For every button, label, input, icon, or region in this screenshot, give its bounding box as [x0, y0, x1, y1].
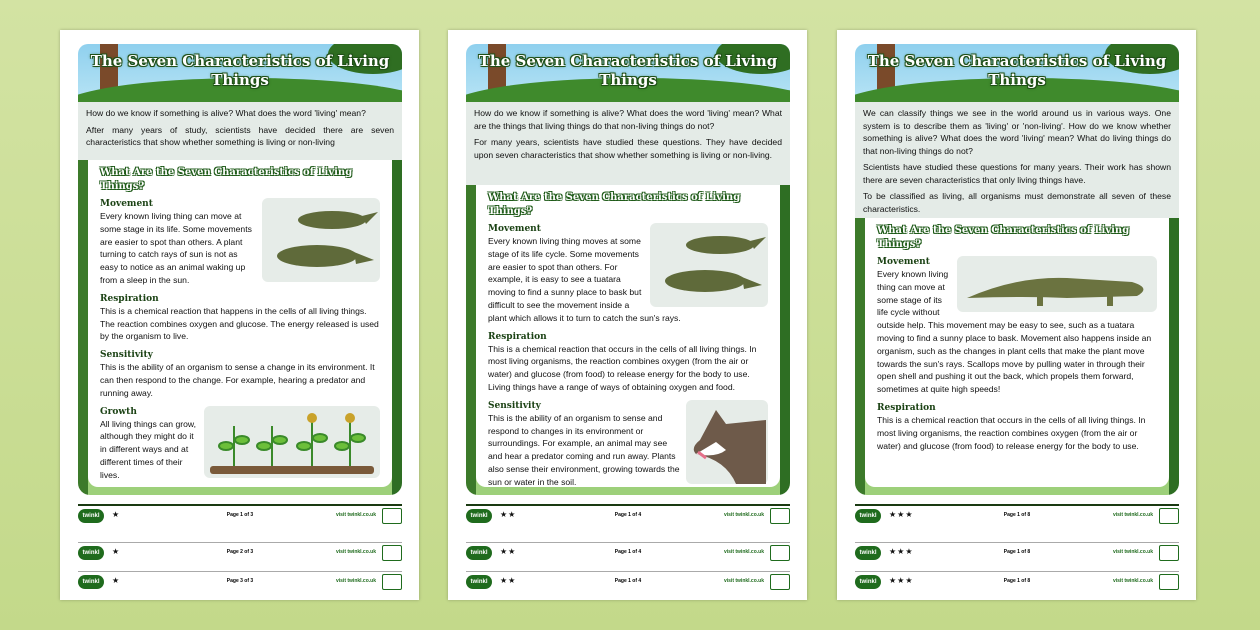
- checked-badge-icon: [1159, 574, 1179, 590]
- page-title: The Seven Characteristics of Living Things: [867, 52, 1167, 89]
- intro-box: [855, 102, 1179, 218]
- page-number: Page 1 of 8: [1003, 549, 1031, 555]
- characteristic-text: All living things can grow, although they might do it in different ways and at different times of their lives.: [100, 418, 197, 480]
- page-footer: [855, 504, 1179, 526]
- content-frame: [855, 218, 1179, 495]
- intro-box: [466, 102, 790, 185]
- difficulty-stars: ★★: [500, 576, 517, 585]
- twinkl-logo: twinkl: [466, 546, 492, 560]
- website-link[interactable]: visit twinkl.co.uk: [335, 512, 376, 518]
- characteristic-text: Every known living thing moves at some stage of its life cycle. Some movements are easier to spot than others. For example, it is easy to see a tuatara moving to find a sunny place to bask but difficult to see the movement inside a plant which allows it to turn to catch the sun's rays.: [488, 236, 681, 323]
- section-heading: What Are the Seven Characteristics of Living Things?: [488, 192, 741, 217]
- characteristic-title: Movement: [488, 224, 541, 234]
- checked-badge-icon: [770, 508, 790, 524]
- page-title: The Seven Characteristics of Living Things: [478, 52, 778, 89]
- characteristic-title: Movement: [877, 257, 930, 267]
- characteristic-text: This is a chemical reaction that occurs in the cells of all living things. In most living organisms, the reaction combines oxygen (from the air or water) and glucose (from food) to release energy for the body to use.: [877, 414, 1146, 451]
- characteristic-title: Sensitivity: [488, 400, 541, 411]
- page-footer: [78, 504, 402, 526]
- page-footer: [855, 571, 1179, 593]
- page-footer: [78, 571, 402, 593]
- characteristic-section: [100, 406, 380, 482]
- difficulty-stars: ★: [112, 510, 121, 519]
- worksheet-page[interactable]: [60, 30, 419, 600]
- website-link[interactable]: visit twinkl.co.uk: [1112, 512, 1153, 518]
- checked-badge-icon: [382, 508, 402, 524]
- characteristic-text: This is the ability of an organism to sense a change in its environment. It can then respond to the change. For example, hearing a predator and running away.: [100, 362, 375, 398]
- difficulty-stars: ★★★: [889, 510, 914, 519]
- intro-box: [78, 102, 402, 160]
- twinkl-logo: twinkl: [78, 575, 104, 589]
- content-card: [865, 218, 1169, 487]
- intro-paragraph: How do we know if something is alive? What does the word 'living' mean?: [86, 108, 366, 118]
- page-footer: [466, 504, 790, 526]
- characteristic-text: This is a chemical reaction that happens in the cells of all living things. The reaction combines oxygen and glucose. The energy released is used by the organism to live.: [100, 305, 379, 342]
- header-banner: [855, 44, 1179, 102]
- characteristic-title: Respiration: [100, 293, 159, 304]
- checked-badge-icon: [382, 574, 402, 590]
- page-number: Page 2 of 3: [226, 549, 254, 555]
- checked-badge-icon: [770, 574, 790, 590]
- checked-badge-icon: [1159, 508, 1179, 524]
- twinkl-logo: twinkl: [855, 546, 881, 560]
- checked-badge-icon: [770, 545, 790, 561]
- worksheet-page[interactable]: [837, 30, 1196, 600]
- page-number: Page 1 of 4: [614, 578, 642, 584]
- website-link[interactable]: visit twinkl.co.uk: [335, 549, 376, 555]
- characteristic-section: [877, 402, 1157, 452]
- characteristic-title: Respiration: [488, 331, 547, 342]
- content-card: [476, 185, 780, 487]
- characteristic-text: This is the ability of an organism to sense and respond to changes in its environment or surroundings. For example, an animal may see and hear a predator coming and run away. Plants also sense their environment, growing towards the sun or water in the soil.: [488, 412, 680, 487]
- difficulty-stars: ★★: [500, 547, 517, 556]
- difficulty-stars: ★★: [500, 510, 517, 519]
- characteristic-text: This is a chemical reaction that occurs in the cells of all living things. In most living organisms, the reaction combines oxygen (from the air or water) and glucose (from food) to release energy for the body to use. Living things have a range of ways of obtaining oxygen and food.: [488, 343, 757, 392]
- intro-paragraph: To be classified as living, all organisms must demonstrate all seven of these characteristics.: [863, 191, 1171, 214]
- website-link[interactable]: visit twinkl.co.uk: [723, 549, 764, 555]
- checked-badge-icon: [1159, 545, 1179, 561]
- page-number: Page 1 of 3: [226, 512, 254, 518]
- characteristic-title: Respiration: [877, 402, 936, 413]
- twinkl-logo: twinkl: [466, 575, 492, 589]
- tuatara-pair-image: [262, 198, 380, 282]
- intro-paragraph: Scientists have studied these questions for many years. Their work has shown there are seven characteristics that only living things have.: [863, 162, 1171, 185]
- dog-image: [686, 400, 768, 484]
- website-link[interactable]: visit twinkl.co.uk: [723, 512, 764, 518]
- intro-paragraph: We can classify things we see in the world around us in various ways. One system is to describe them as 'living' or 'non-living'. How do we know whether something is alive? What does the word 'living' mean? What do living things do that non-living things do not?: [863, 108, 1171, 156]
- characteristic-title: Movement: [100, 199, 153, 209]
- difficulty-stars: ★★★: [889, 547, 914, 556]
- page-footer: [466, 542, 790, 564]
- characteristic-text: Every known living thing can move at some stage in its life. Some movements are easier to spot than others. A plant turning to catch rays of sun is not as easy to notice as an animal waking up from a sleep in the sun.: [100, 211, 252, 285]
- twinkl-logo: twinkl: [855, 575, 881, 589]
- page-number: Page 3 of 3: [226, 578, 254, 584]
- intro-paragraph: How do we know if something is alive? What does the word 'living' mean? What are the things that living things do that non-living things do not?: [474, 108, 782, 131]
- content-frame: [466, 185, 790, 495]
- header-banner: [78, 44, 402, 102]
- section-heading: What Are the Seven Characteristics of Living Things?: [100, 167, 353, 192]
- website-link[interactable]: visit twinkl.co.uk: [1112, 549, 1153, 555]
- page-title: The Seven Characteristics of Living Things: [90, 52, 390, 89]
- section-heading: What Are the Seven Characteristics of Living Things?: [877, 225, 1130, 250]
- website-link[interactable]: visit twinkl.co.uk: [723, 578, 764, 584]
- page-number: Page 1 of 8: [1003, 578, 1031, 584]
- twinkl-logo: twinkl: [466, 509, 492, 523]
- page-number: Page 1 of 8: [1003, 512, 1031, 518]
- characteristic-section: [488, 400, 768, 489]
- page-number: Page 1 of 4: [614, 549, 642, 555]
- content-frame: [78, 160, 402, 495]
- characteristic-section: [100, 349, 380, 399]
- checked-badge-icon: [382, 545, 402, 561]
- intro-paragraph: For many years, scientists have studied these questions. They have decided upon seven characteristics that show whether something is living or non-living.: [474, 137, 782, 160]
- difficulty-stars: ★: [112, 576, 121, 585]
- intro-paragraph: After many years of study, scientists have decided there are seven characteristics that show whether something is living or non-living: [86, 124, 394, 147]
- page-footer: [855, 542, 1179, 564]
- tuatara-pair-image: [650, 223, 768, 307]
- characteristic-section: [100, 293, 380, 343]
- header-banner: [466, 44, 790, 102]
- difficulty-stars: ★: [112, 547, 121, 556]
- characteristic-section: [100, 198, 380, 287]
- website-link[interactable]: visit twinkl.co.uk: [335, 578, 376, 584]
- characteristic-title: Growth: [100, 406, 137, 417]
- characteristic-section: [877, 256, 1157, 396]
- page-footer: [78, 542, 402, 564]
- page-footer: [466, 571, 790, 593]
- twinkl-logo: twinkl: [78, 509, 104, 523]
- page-number: Page 1 of 4: [614, 512, 642, 518]
- twinkl-logo: twinkl: [855, 509, 881, 523]
- difficulty-stars: ★★★: [889, 576, 914, 585]
- plants-image: [204, 406, 380, 478]
- website-link[interactable]: visit twinkl.co.uk: [1112, 578, 1153, 584]
- characteristic-title: Sensitivity: [100, 350, 153, 361]
- characteristic-section: [488, 223, 768, 325]
- tuatara-image: [957, 256, 1157, 312]
- content-card: [88, 160, 392, 487]
- twinkl-logo: twinkl: [78, 546, 104, 560]
- characteristic-section: [488, 331, 768, 394]
- worksheet-page[interactable]: [448, 30, 807, 600]
- characteristic-text: Every known living thing can move at some stage of its life cycle without outside help. This movement may be easy to see, such as a tuatara moving to find a sunny place to bask. Movement also happens inside an organism, such as the changes in plant cells that make the plant move towards the sun's rays. Scallops move by pulling water in through their open shell and pushing it out the back, which propels them forward, sometimes at quite high speeds!: [877, 269, 1152, 395]
